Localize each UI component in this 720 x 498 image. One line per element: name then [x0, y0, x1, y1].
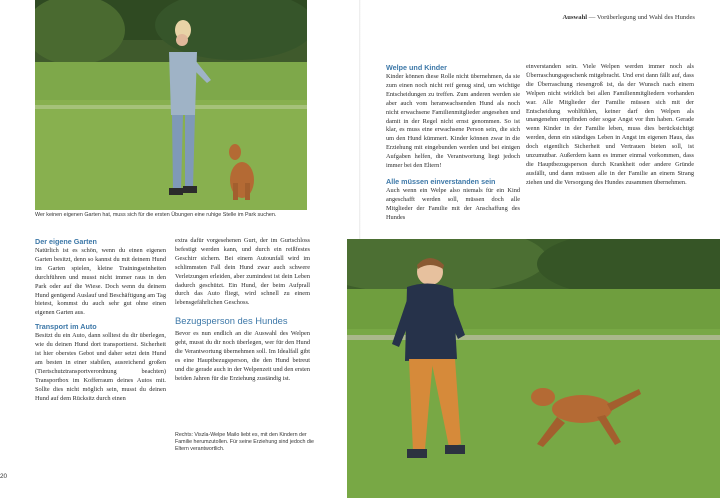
text-einverstanden-a: Auch wenn ein Welpe also niemals für ein Kind angeschafft werden soll, müssen doch alle Mitglieder der Familie mit der Anschaffung des Hundes [386, 186, 520, 221]
text-welpe-kinder: Kinder können diese Rolle nicht übernehmen, da sie zum einen noch nicht reif genug sind, um wichtige Entscheidungen zu treffen. Zum anderen werden sie aber auch vom heranwachsenden Hund als noch nicht erwachsene Familienmitglieder angesehen und damit in der Regel nicht ernst genommen. So ist klar, es muss eine erwachsene Person sein, die sich um den Hund kümmert. Kinder können zwar in die Erziehung mit eingebunden werden und bei einigen Aufgaben helfen, die Verantwortung liegt jedoch immer bei den Eltern! [386, 73, 520, 170]
column-left-2 [175, 237, 310, 384]
column-right-2 [526, 63, 694, 188]
heading-transport: Transport im Auto [35, 322, 97, 332]
photo1-caption: Wer keinen eigenen Garten hat, muss sich für die ersten Übungen eine ruhige Stelle im Park suchen. [35, 212, 277, 218]
heading-garten: Der eigene Garten [35, 237, 97, 246]
text-transport-b: extra dafür vorgesehenen Gurt, der im Gurtschloss befestigt werden kann, und durch ein reißfestes Geschirr sichern. Bei einem Autounfall wird im schlimmsten Fall dein Hund zwar auch schwere Verletzungen erleiden, aber zumindest ist dein Leben dadurch geschützt. Ein Hund, der beim Aufprall durch das Auto fliegt, wird schnell zu einem lebensgefährlichen Geschoss. [175, 237, 310, 307]
running-header-title: Vorüberlegung und Wahl des Hundes [596, 14, 695, 21]
text-transport-a: Besitzt du ein Auto, dann solltest du dir überlegen, wie du deinen Hund dort transportierst. Sicherheit ist hier oberstes Gebot und daher setzt dein Hund am besten in einer stabilen, ausreichend großen (Tiertschutztransportverordnung beachten) Transportbox im Kofferraum deines Autos mit. Sollte dies nicht möglich sein, musst du deinen Hund auf dem Rücksitz durch einen [35, 332, 166, 402]
photo2-caption: Rechts: Viszla-Welpe Mailo liebt es, mit den Kindern der Familie herumzutollen. Für seine Erziehung sind jedoch die Eltern verantwortlich. [175, 432, 314, 453]
text-garten: Natürlich ist es schön, wenn du einen eigenen Garten besitzt, denn so kannst du mit deinem Hund im Garten spielen, kleine Trainingseinheiten durchführen und musst nicht immer raus in den Park oder auf die Wiese. Doch wenn du deinem Hund genügend Auslauf und Beschäftigung am Tag bietest, kommst du auch sehr gut ohne einen eigenen Garten aus. [35, 247, 166, 317]
photo-boy-playing-with-puppy [347, 239, 720, 498]
text-bezugsperson: Bevor es nun endlich an die Auswahl des Welpen geht, musst du dir noch überlegen, wer für den Hund die Verantwortung übernehmen soll. Im Idealfall gibt es eine Hauptbezugsperson, die den Hund betreut und die gerade auch in der Welpenzeit und den ersten beiden Jahren für die Erziehung zuständig ist. [175, 330, 310, 382]
heading-bezugsperson: Bezugsperson des Hundes [175, 315, 288, 327]
running-header [470, 14, 695, 21]
running-header-section: Auswahl [562, 14, 588, 21]
heading-einverstanden: Alle müssen einverstanden sein [386, 176, 496, 186]
page-number: 20 [0, 473, 8, 480]
column-left-1 [35, 237, 166, 404]
photo-woman-training-puppy [35, 0, 307, 210]
heading-welpe-kinder: Welpe und Kinder [386, 63, 447, 72]
text-einverstanden-b: einverstanden sein. Viele Welpen werden immer noch als Überraschungsgeschenk mitgebracht. Und erst dann fällt auf, dass die Überraschung riesengroß ist, da der Wunsch nach einem Welpen nicht wirklich bei allen Familienmitgliedern vorhanden war. Alle Mitglieder der Familie müssen sich mit der Entscheidung wohlfühlen, keiner darf den Welpen als unangenehm empfinden oder sogar Angst vor ihm haben. Gerade wenn Kinder in der Familie leben, muss dies berücksichtigt werden, denn ein ständiges Leben in Angst im eigenen Haus, das doch eigentlich Sicherheit und Vertrauen bieten soll, ist unzumutbar. Außerdem kann es immer einmal vorkommen, dass die Hauptbezugsperson durch Krankheit oder andere Gründe ausfällt, und dann müssen alle in der Familie an einem Strang ziehen und die Versorgung des Hundes zusammen übernehmen. [526, 63, 694, 186]
running-header-separator: — [588, 14, 596, 21]
column-right-1 [386, 63, 520, 223]
